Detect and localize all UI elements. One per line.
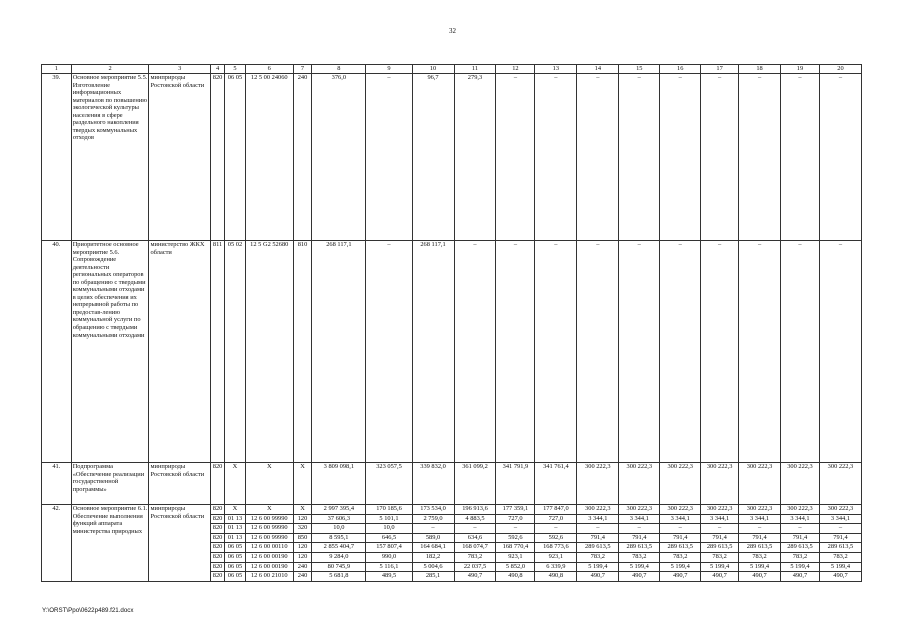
sub-value: – [535, 524, 576, 534]
sub-value: 06 05 [227, 572, 243, 580]
value-cell [739, 505, 781, 582]
sub-value: 592,6 [535, 534, 576, 544]
sub-value: 4 883,5 [455, 515, 496, 525]
sub-value: 783,2 [739, 553, 780, 563]
sub-value: 783,2 [701, 553, 738, 563]
cell-num: 40. [42, 241, 72, 463]
sub-value: 783,2 [577, 553, 618, 563]
sub-value: 490,7 [673, 572, 688, 580]
sub-value: 173 534,0 [413, 505, 454, 515]
sub-value: – [496, 524, 534, 534]
value-cell [619, 505, 660, 582]
sub-value: 3 344,1 [739, 515, 780, 525]
sub-value: – [781, 524, 819, 534]
cell-num: 41. [42, 463, 72, 505]
sub-value: 490,7 [712, 572, 727, 580]
sub-value: 06 05 [225, 563, 244, 573]
cell-c4 [210, 505, 224, 582]
cell-c5: 05 02 [225, 241, 245, 463]
value-cell: 361 099,2 [454, 463, 496, 505]
sub-value: 80 745,9 [312, 563, 365, 573]
value-cell: 300 222,3 [739, 463, 781, 505]
sub-value: – [619, 524, 659, 534]
sub-value: 923,1 [535, 553, 576, 563]
sub-value: 6 339,9 [535, 563, 576, 573]
cell-executor: министерство ЖКХ области [149, 241, 210, 463]
sub-value: 06 05 [225, 553, 244, 563]
sub-value: 12 6 00 00110 [246, 543, 293, 553]
header-row [42, 65, 862, 74]
value-cell: 96,7 [412, 74, 454, 241]
sub-value: 783,2 [660, 553, 700, 563]
sub-value: 01 13 [225, 534, 244, 544]
value-cell: 300 222,3 [819, 463, 861, 505]
sub-value: 177 359,1 [496, 505, 534, 515]
sub-value: 820 [212, 572, 223, 580]
cell-name: Основное мероприятие 5.5. Изготовление информационных материалов по повышению экологической культуры населения в сфере раздельного накопления твердых коммунальных отходов [71, 74, 149, 241]
cell-c7: 810 [293, 241, 311, 463]
sub-value: 300 222,3 [619, 505, 659, 515]
cell-num: 39. [42, 74, 72, 241]
sub-value: 791,4 [577, 534, 618, 544]
sub-value: 120 [294, 515, 311, 525]
sub-value: – [820, 524, 861, 534]
sub-value: 783,2 [781, 553, 819, 563]
value-cell: – [496, 74, 535, 241]
sub-value: 490,8 [548, 572, 564, 580]
sub-value: 289 613,5 [781, 543, 819, 553]
sub-value: 490,7 [792, 572, 808, 580]
value-cell: 300 222,3 [781, 463, 820, 505]
sub-value: 5 004,6 [413, 563, 454, 573]
sub-value: 170 185,6 [366, 505, 411, 515]
sub-value: 5 852,0 [496, 563, 534, 573]
cell-c4: 811 [210, 241, 224, 463]
sub-value: 12 6 00 99990 [246, 524, 293, 534]
sub-value: 5 199,4 [619, 563, 659, 573]
cell-c6: 12 5 00 24060 [245, 74, 293, 241]
sub-value: 3 344,1 [701, 515, 738, 525]
cell-c5: Х [225, 463, 245, 505]
value-cell: 341 791,9 [496, 463, 535, 505]
sub-value: 01 13 [225, 524, 244, 534]
sub-value: 634,6 [455, 534, 496, 544]
value-cell: – [496, 241, 535, 463]
sub-value: 289 613,5 [739, 543, 780, 553]
value-cell: – [366, 241, 412, 463]
sub-value: 3 344,1 [619, 515, 659, 525]
table-row [42, 74, 862, 241]
budget-table [41, 64, 862, 582]
value-cell: 268 117,1 [412, 241, 454, 463]
sub-value: 820 [211, 524, 224, 534]
sub-value: 791,4 [820, 534, 861, 544]
value-cell: – [781, 74, 820, 241]
value-cell: – [701, 74, 739, 241]
sub-value: 3 344,1 [660, 515, 700, 525]
cell-c6 [245, 505, 293, 582]
sub-value: Х [294, 505, 311, 515]
sub-value: 783,2 [455, 553, 496, 563]
value-cell: – [619, 241, 660, 463]
sub-value: 791,4 [701, 534, 738, 544]
value-cell: 279,3 [454, 74, 496, 241]
sub-value: 320 [294, 524, 311, 534]
sub-value: 820 [211, 505, 224, 515]
sub-value: 196 913,6 [455, 505, 496, 515]
cell-executor: минприроды Ростовской области [149, 463, 210, 505]
value-cell: – [701, 241, 739, 463]
sub-value: 06 05 [225, 543, 244, 553]
sub-value: 289 613,5 [820, 543, 861, 553]
sub-value: 5 116,1 [366, 563, 411, 573]
cell-c4: 820 [210, 74, 224, 241]
header-cell: 3 [149, 65, 210, 74]
sub-value: 3 344,1 [577, 515, 618, 525]
cell-c7: 240 [293, 74, 311, 241]
header-cell: 13 [535, 65, 577, 74]
value-cell: – [454, 241, 496, 463]
sub-value: 01 13 [225, 515, 244, 525]
value-cell: – [660, 241, 701, 463]
value-cell: – [577, 74, 619, 241]
value-cell [454, 505, 496, 582]
sub-value: 820 [211, 543, 224, 553]
sub-value: 490,7 [752, 572, 767, 580]
sub-value: – [660, 524, 700, 534]
value-cell [781, 505, 820, 582]
sub-value: 300 222,3 [577, 505, 618, 515]
header-cell: 7 [293, 65, 311, 74]
sub-value: 791,4 [619, 534, 659, 544]
sub-value: 5 199,4 [660, 563, 700, 573]
sub-value: – [701, 524, 738, 534]
sub-value: 182,2 [413, 553, 454, 563]
sub-value: 3 344,1 [781, 515, 819, 525]
sub-value: 120 [294, 543, 311, 553]
sub-value: 5 199,4 [820, 563, 861, 573]
value-cell: 339 832,0 [412, 463, 454, 505]
sub-value: 8 595,1 [312, 534, 365, 544]
cell-executor: минприроды Ростовской области [149, 505, 210, 582]
header-cell: 15 [619, 65, 660, 74]
sub-value: 727,0 [535, 515, 576, 525]
cell-c5 [225, 505, 245, 582]
sub-value: 37 606,3 [312, 515, 365, 525]
cell-c7: Х [293, 463, 311, 505]
sub-value: 791,4 [660, 534, 700, 544]
sub-value: 490,7 [590, 572, 606, 580]
sub-value: 646,5 [366, 534, 411, 544]
table-row [42, 241, 862, 463]
header-cell: 2 [71, 65, 149, 74]
cell-num: 42. [42, 505, 72, 582]
file-path-footer: Y:\ORST\Ppo\0622p489.f21.docx [42, 607, 134, 614]
header-cell: 5 [225, 65, 245, 74]
sub-value: – [413, 524, 454, 534]
sub-value: 240 [297, 572, 308, 580]
cell-c4: 820 [210, 463, 224, 505]
sub-value: 289 613,5 [660, 543, 700, 553]
value-cell: 323 057,5 [366, 463, 412, 505]
sub-value: 820 [211, 534, 224, 544]
sub-value: 2 997 395,4 [312, 505, 365, 515]
value-cell: – [660, 74, 701, 241]
sub-value: 592,6 [496, 534, 534, 544]
value-cell: – [819, 74, 861, 241]
sub-value: 10,0 [366, 524, 411, 534]
header-cell: 8 [312, 65, 366, 74]
sub-value: 12 6 00 00190 [246, 553, 293, 563]
sub-value: 168 773,6 [535, 543, 576, 553]
sub-value: Х [225, 505, 244, 515]
sub-value: 923,1 [496, 553, 534, 563]
header-cell: 4 [210, 65, 224, 74]
sub-value: 490,7 [833, 572, 848, 580]
header-cell: 16 [660, 65, 701, 74]
value-cell: – [781, 241, 820, 463]
sub-value: 168 074,7 [455, 543, 496, 553]
sub-value: 5 199,4 [739, 563, 780, 573]
value-cell [312, 505, 366, 582]
sub-value: 727,0 [496, 515, 534, 525]
value-cell: – [819, 241, 861, 463]
sub-value: 850 [294, 534, 311, 544]
sub-value: 820 [211, 563, 224, 573]
sub-value: 3 344,1 [820, 515, 861, 525]
cell-c6: 12 5 G2 52680 [245, 241, 293, 463]
sub-value: 5 199,4 [577, 563, 618, 573]
value-cell: 300 222,3 [577, 463, 619, 505]
sub-value: – [577, 524, 618, 534]
header-cell: 11 [454, 65, 496, 74]
sub-value: 5 199,4 [701, 563, 738, 573]
page-number: 32 [449, 27, 456, 35]
value-cell: 300 222,3 [660, 463, 701, 505]
header-cell: 18 [739, 65, 781, 74]
header-cell: 6 [245, 65, 293, 74]
sub-value: 12 6 00 00190 [246, 563, 293, 573]
sub-value: 12 6 00 99990 [246, 534, 293, 544]
header-cell: 14 [577, 65, 619, 74]
sub-value: 783,2 [619, 553, 659, 563]
sub-value: 168 770,4 [496, 543, 534, 553]
value-cell: – [619, 74, 660, 241]
value-cell [366, 505, 412, 582]
sub-value: 240 [294, 563, 311, 573]
sub-value: Х [246, 505, 293, 515]
value-cell [577, 505, 619, 582]
value-cell [535, 505, 577, 582]
sub-value: 289 613,5 [577, 543, 618, 553]
sub-value: 300 222,3 [739, 505, 780, 515]
value-cell [819, 505, 861, 582]
header-cell: 20 [819, 65, 861, 74]
sub-value: 300 222,3 [701, 505, 738, 515]
sub-value: 2 759,0 [413, 515, 454, 525]
sub-value: 285,1 [425, 572, 441, 580]
sub-value: 300 222,3 [820, 505, 861, 515]
cell-executor: минприроды Ростовской области [149, 74, 210, 241]
value-cell [701, 505, 739, 582]
value-cell [412, 505, 454, 582]
header-cell: 9 [366, 65, 412, 74]
sub-value: 289 613,5 [701, 543, 738, 553]
table-row [42, 463, 862, 505]
sub-value: 10,0 [312, 524, 365, 534]
sub-value: – [455, 524, 496, 534]
sub-value: 120 [294, 553, 311, 563]
sub-value: 490,7 [632, 572, 647, 580]
header-cell: 10 [412, 65, 454, 74]
header-cell: 17 [701, 65, 739, 74]
sub-value: 489,5 [381, 572, 397, 580]
table-row [42, 505, 862, 582]
sub-value: 990,0 [366, 553, 411, 563]
value-cell: – [577, 241, 619, 463]
sub-value: 157 807,4 [366, 543, 411, 553]
value-cell [496, 505, 535, 582]
value-cell: – [366, 74, 412, 241]
value-cell [660, 505, 701, 582]
sub-value: 164 684,1 [413, 543, 454, 553]
sub-value: 2 855 404,7 [312, 543, 365, 553]
cell-c5: 06 05 [225, 74, 245, 241]
sub-value: 9 284,0 [312, 553, 365, 563]
sub-value: 783,2 [820, 553, 861, 563]
header-cell: 19 [781, 65, 820, 74]
sub-value: 300 222,3 [660, 505, 700, 515]
cell-c7 [293, 505, 311, 582]
value-cell: 376,0 [312, 74, 366, 241]
sub-value: 22 037,5 [455, 563, 496, 573]
sub-value: 820 [211, 553, 224, 563]
budget-table-wrapper [41, 64, 862, 582]
sub-value: 177 847,0 [535, 505, 576, 515]
sub-value: 12 6 00 21010 [250, 572, 288, 580]
value-cell: 300 222,3 [701, 463, 739, 505]
value-cell: 341 761,4 [535, 463, 577, 505]
sub-value: 589,0 [413, 534, 454, 544]
header-cell: 12 [496, 65, 535, 74]
value-cell: 300 222,3 [619, 463, 660, 505]
sub-value: – [739, 524, 780, 534]
sub-value: 490,7 [467, 572, 483, 580]
sub-value: 791,4 [781, 534, 819, 544]
header-cell: 1 [42, 65, 72, 74]
sub-value: 5 101,1 [366, 515, 411, 525]
value-cell: – [739, 241, 781, 463]
cell-name: Основное мероприятие 6.1. Обеспечение выполнения функций аппарата министерства природных [71, 505, 149, 582]
sub-value: 300 222,3 [781, 505, 819, 515]
table-body [42, 65, 862, 582]
cell-c6: Х [245, 463, 293, 505]
value-cell: – [535, 74, 577, 241]
value-cell: – [535, 241, 577, 463]
sub-value: 5 199,4 [781, 563, 819, 573]
sub-value: 289 613,5 [619, 543, 659, 553]
sub-value: 791,4 [739, 534, 780, 544]
value-cell: 268 117,1 [312, 241, 366, 463]
value-cell: – [739, 74, 781, 241]
cell-name: Подпрограмма «Обеспечение реализации государственной программы» [71, 463, 149, 505]
sub-value: 12 6 00 99990 [246, 515, 293, 525]
sub-value: 820 [211, 515, 224, 525]
cell-name: Приоритетное основное мероприятие 5.6. Сопровождение деятельности региональных операторов по обращению с твердыми коммунальными отходами в целях обеспечения их непрерывной работы по предостав-лению коммунальной услуги по обращению с твердыми коммунальными отходами [71, 241, 149, 463]
sub-value: 5 681,8 [329, 572, 349, 580]
value-cell: 3 809 098,1 [312, 463, 366, 505]
sub-value: 490,8 [508, 572, 523, 580]
